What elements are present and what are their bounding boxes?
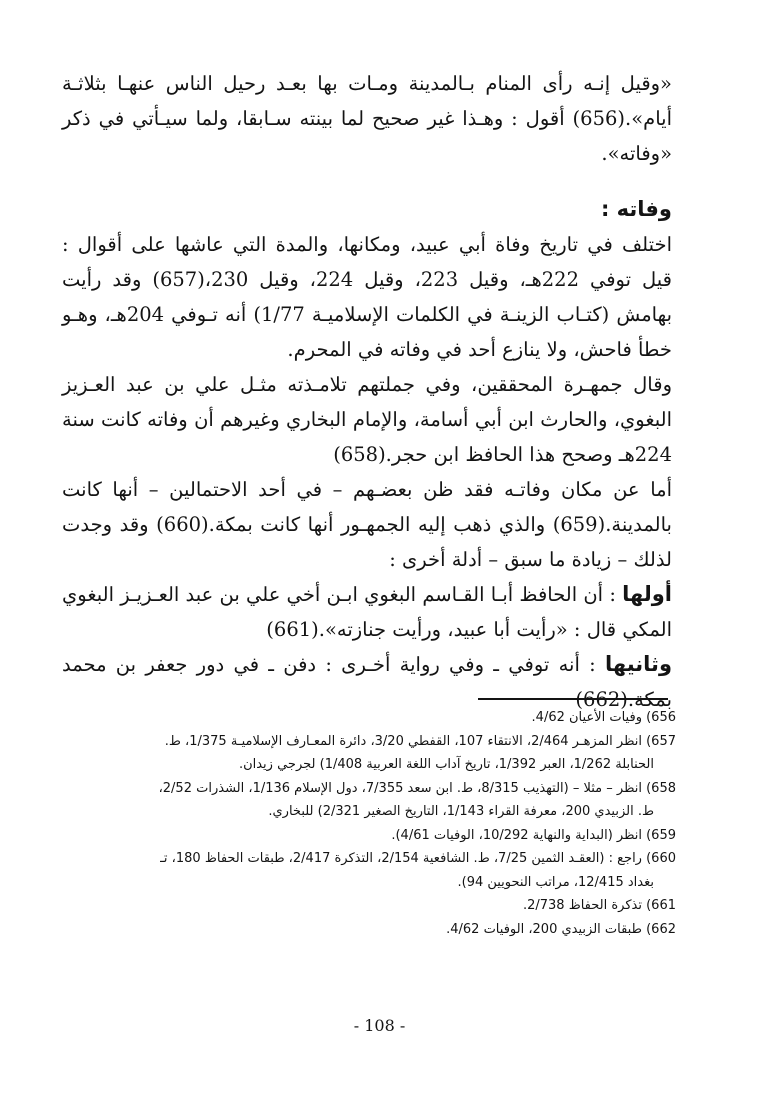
footnote-659: 659) انظر (البداية والنهاية 10/292، الوفيات 4/61). <box>391 827 676 843</box>
footnote-661: 661) تذكرة الحفاظ 2/738. <box>522 898 676 913</box>
second-evidence-text: : أنه توفي ـ وفي رواية أخـرى : دفن ـ في دور جعفر بن محمد بمكة.(662) <box>62 653 672 711</box>
page-number: - 108 - <box>353 1016 406 1035</box>
footnotes <box>56 706 676 941</box>
intro-paragraph: «وقيل إنـه رأى المنام بـالمدينة ومـات بها بعـد رحيل الناس عنهـا بثلاثـة أيام».(656) أقول : وهـذا غير صحيح لما بينته سـابقا، ولما سيـأتي في ذكر «وفاته». <box>62 72 672 165</box>
section-heading: وفاته : <box>600 197 672 221</box>
first-evidence-lead: أولها <box>622 582 672 606</box>
paragraph-death-date: اختلف في تاريخ وفاة أبي عبيد، ومكانها، والمدة التي عاشها على أقوال : قيل توفي 222هـ، وقيل 223، وقيل 224، وقيل 230،(657) وقد رأيت بهامش (كتـاب الزينـة في الكلمات الإسلاميـة 1/77) أنه تـوفي 204هـ، وهـو خطأ فاحش، ولا ينازع أحد في وفاته في المحرم. <box>62 233 672 361</box>
paragraph-first-evidence <box>62 577 672 647</box>
footnote-658: 658) انظر – مثلا – (التهذيب 8/315، ط. ابن سعد 7/355، دول الإسلام 1/136، الشذرات 2/52، ط. الزبيدي 200، معرفة القراء 1/143، التاريخ الصغير 2/321) للبخاري. <box>158 780 676 819</box>
paragraph-scholars: وقال جمهـرة المحققين، وفي جملتهم تلامـذته مثـل علي بن عبد العـزيز البغوي، والحارث ابن أبي أسامة، والإمام البخاري وغيرهم أن وفاته كانت سنة 224هـ وصحح هذا الحافظ ابن حجر.(658) <box>62 373 672 466</box>
footnote-660: 660) راجع : (العقـد الثمين 7/25، ط. الشافعية 2/154، التذكرة 2/417، طبقات الحفاظ 180، تـ بغداد 12/415، مراتب النحويين 94). <box>160 851 676 890</box>
footnote-divider <box>478 698 668 700</box>
footnote-657: 657) انظر المزهـر 2/464، الانتقاء 107، القفطي 3/20، دائرة المعـارف الإسلاميـة 1/375، ط. الحنابلة 1/262، العبر 1/392، تاريخ آداب اللغة العربية 1/408) لجرجي زيدان. <box>164 733 676 772</box>
footnote-656: 656) وفيات الأعيان 4/62. <box>531 710 676 725</box>
footnote-662: 662) طبقات الزبيدي 200، الوفيات 4/62. <box>446 921 676 937</box>
first-evidence-text: : أن الحافظ أبـا القـاسم البغوي ابـن أخي علي بن عبد العـزيـز البغوي المكي قال : «رأيت أبا عبيد، ورأيت جنازته».(661) <box>62 583 672 641</box>
second-evidence-lead: وثانيها <box>604 652 672 676</box>
main-text <box>62 66 672 717</box>
paragraph-place: أما عن مكان وفاتـه فقد ظن بعضـهم – في أحد الاحتمالين – أنها كانت بالمدينة.(659) والذي ذهب إليه الجمهـور أنها كانت بمكة.(660) وقد وجدت لذلك – زيادة ما سبق – أدلة أخرى : <box>62 478 672 571</box>
